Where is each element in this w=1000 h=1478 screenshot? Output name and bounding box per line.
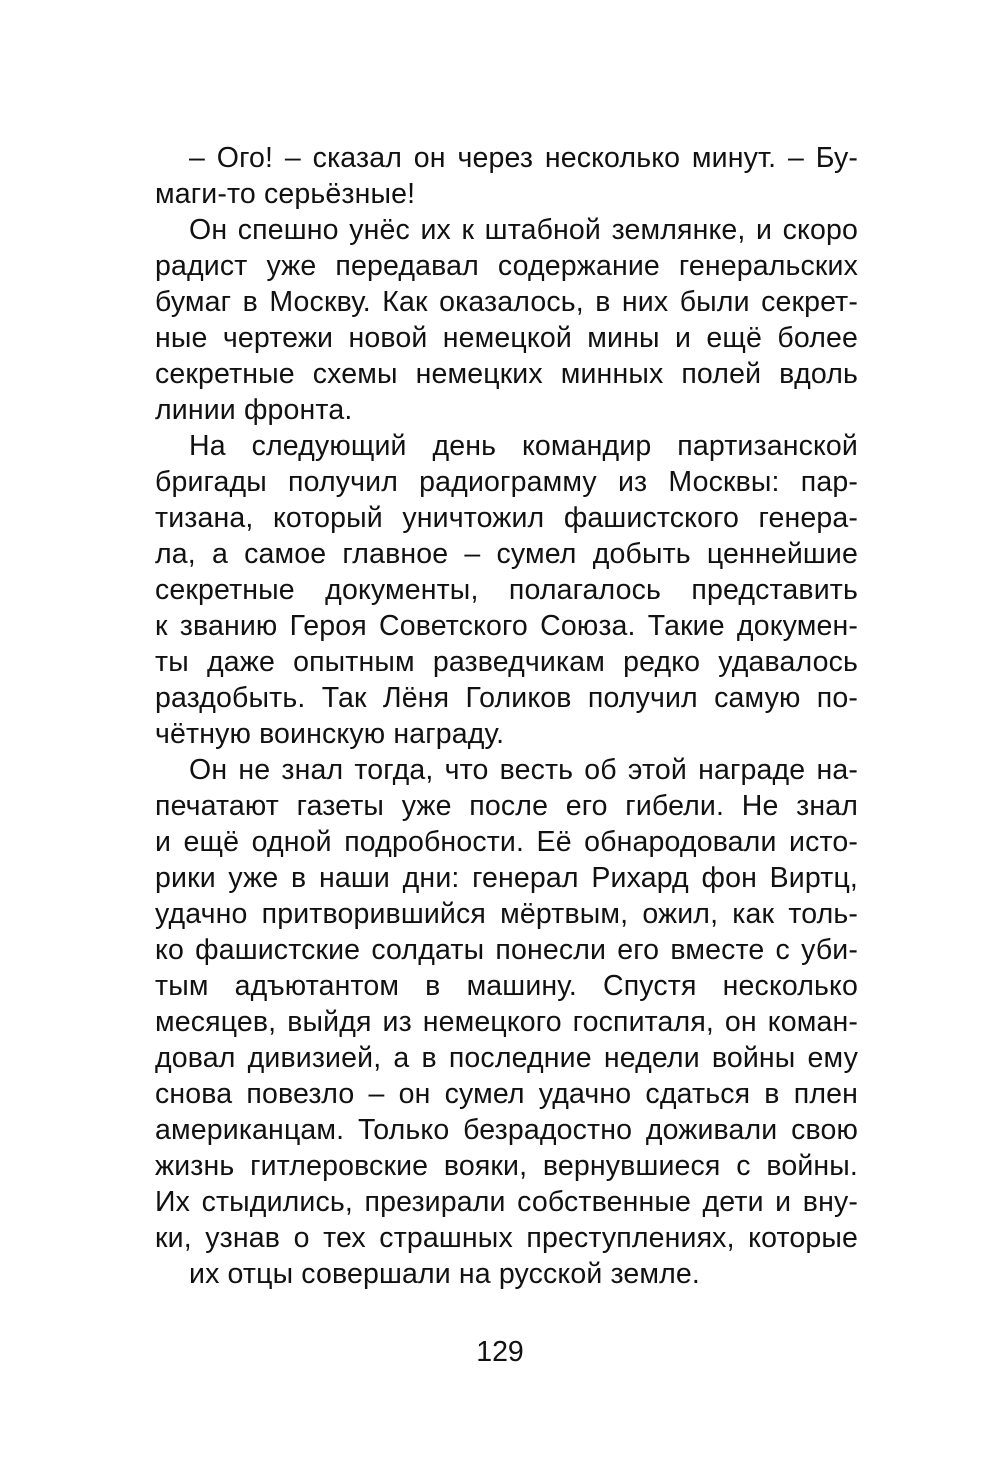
text-line: маги-то серьёзные! [155,178,416,210]
text-line: Их стыдились, презирали собственные дети и вну- [155,1186,858,1218]
text-line: ла, а самое главное – сумел добыть ценнейшие [155,538,858,570]
text-line: и ещё одной подробности. Её обнародовали исто- [155,826,858,858]
body-text [155,140,858,1292]
page-number: 129 [476,1336,524,1368]
text-line: – Ого! – сказал он через несколько минут. – Бу- [189,142,858,174]
text-line: месяцев, выйдя из немецкого госпиталя, он коман- [155,1006,858,1038]
text-line: к званию Героя Советского Союза. Такие докумен- [155,610,858,642]
text-line: ты даже опытным разведчикам редко удавалось [155,646,858,678]
text-line: ные чертежи новой немецкой мины и ещё более [155,322,858,354]
text-line: Он спешно унёс их к штабной землянке, и скоро [189,214,858,246]
text-line: бригады получил радиограмму из Москвы: пар- [155,466,858,498]
text-line: секретные схемы немецких минных полей вдоль [155,358,858,390]
text-line: печатают газеты уже после его гибели. Не знал [155,790,858,822]
text-line: На следующий день командир партизанской [189,430,858,462]
text-line: американцам. Только безрадостно доживали свою [155,1114,858,1146]
text-line: снова повезло – он сумел удачно сдаться в плен [155,1078,858,1110]
text-line: линии фронта. [155,394,353,426]
text-line: довал дивизией, а в последние недели войны ему [155,1042,858,1074]
text-line: жизнь гитлеровские вояки, вернувшиеся с войны. [155,1150,858,1182]
text-line: их отцы совершали на русской земле. [189,1258,700,1290]
text-line: ки, узнав о тех страшных преступлениях, которые [155,1222,858,1254]
text-line: Он не знал тогда, что весть об этой награде на- [189,754,858,786]
text-line: ко фашистские солдаты понесли его вместе с уби- [155,934,858,966]
text-line: чётную воинскую награду. [155,718,505,750]
text-line: тизана, который уничтожил фашистского генера- [155,502,858,534]
text-line: удачно притворившийся мёртвым, ожил, как толь- [155,898,858,930]
text-line: рики уже в наши дни: генерал Рихард фон Виртц, [155,862,858,894]
text-line: секретные документы, полагалось представить [155,574,858,606]
text-line: тым адъютантом в машину. Спустя несколько [155,970,858,1002]
text-line: раздобыть. Так Лёня Голиков получил самую по- [155,682,858,714]
text-line: бумаг в Москву. Как оказалось, в них были секрет- [155,286,858,318]
text-line: радист уже передавал содержание генеральских [155,250,858,282]
